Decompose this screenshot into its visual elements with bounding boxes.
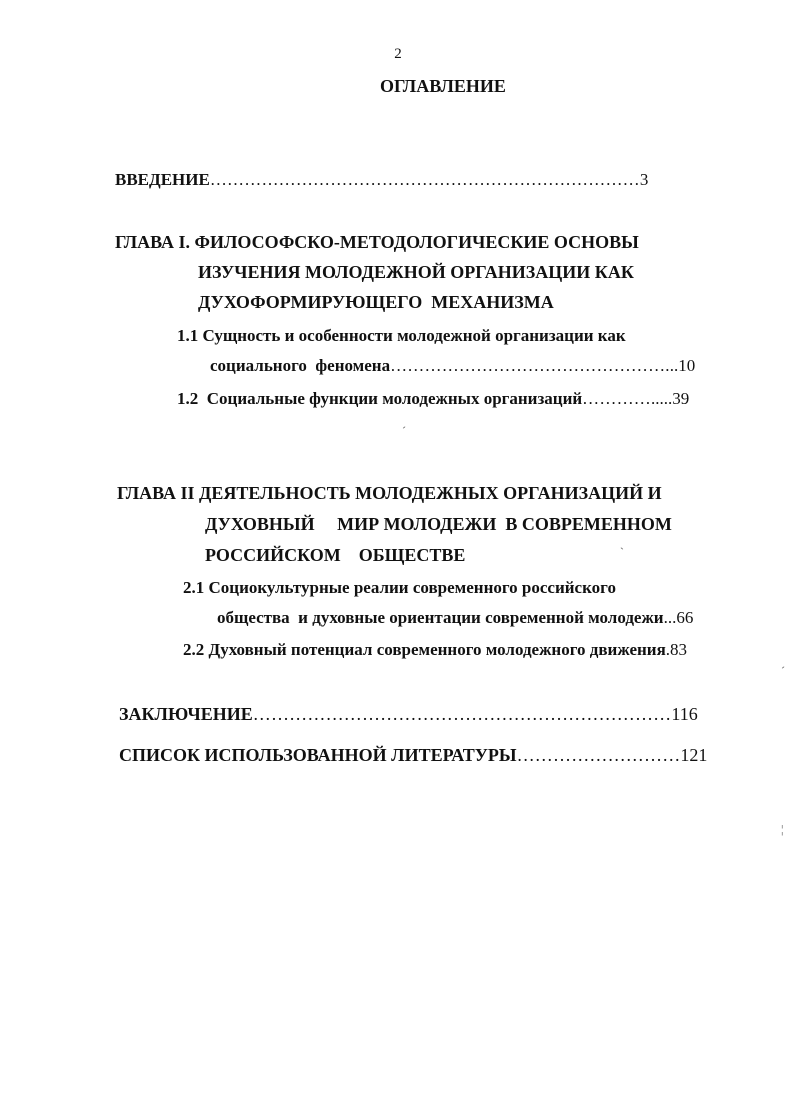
chapter2-heading-line3: РОССИЙСКОМ ОБЩЕСТВЕ (205, 545, 466, 565)
toc-page-number: 116 (671, 704, 698, 724)
toc-page-number: .....39 (650, 389, 690, 408)
page-number: 2 (394, 46, 402, 62)
section-1-1-line2: социального феномена (210, 356, 391, 375)
toc-entry-section-2-1 (217, 608, 693, 628)
section-2-2-label: 2.2 Духовный потенциал современного молодежного движения (183, 640, 666, 659)
toc-leader-dots: ………………………………………………………………… (209, 170, 640, 189)
toc-leader-dots: …………………………………………. (390, 356, 670, 375)
toc-entry-bibliography (119, 745, 707, 765)
toc-label: СПИСОК ИСПОЛЬЗОВАННОЙ ЛИТЕРАТУРЫ (119, 745, 517, 765)
section-2-1-line1: 2.1 Социокультурные реалии современного российского (183, 578, 616, 597)
toc-entry-section-2-2 (183, 640, 687, 660)
toc-page-number: 121 (680, 745, 708, 765)
section-2-1-line2: общества и духовные ориентации современной молодежи (217, 608, 664, 627)
chapter1-heading-line2: ИЗУЧЕНИЯ МОЛОДЕЖНОЙ ОРГАНИЗАЦИИ КАК (198, 262, 634, 282)
toc-label: ЗАКЛЮЧЕНИЕ (119, 704, 253, 724)
scan-speck: ´ (402, 424, 406, 438)
toc-entry-introduction (115, 170, 648, 190)
scan-speck: ` (620, 545, 624, 559)
toc-leader-dots: ……………………… (516, 745, 681, 765)
chapter2-heading-line1: ГЛАВА II ДЕЯТЕЛЬНОСТЬ МОЛОДЕЖНЫХ ОРГАНИЗАЦИЙ И (117, 483, 662, 503)
chapter1-heading-line1: ГЛАВА I. ФИЛОСОФСКО-МЕТОДОЛОГИЧЕСКИЕ ОСНОВЫ (115, 232, 639, 252)
toc-entry-section-1-1 (210, 356, 695, 376)
section-1-1-line1: 1.1 Сущность и особенности молодежной организации как (177, 326, 626, 345)
toc-label: ВВЕДЕНИЕ (115, 170, 210, 189)
toc-leader-dots: ………… (582, 389, 651, 408)
chapter1-heading-line3: ДУХОФОРМИРУЮЩЕГО МЕХАНИЗМА (198, 292, 554, 312)
toc-leader-dots: …………………………………………………………… (252, 704, 672, 724)
toc-page-number: ...66 (663, 608, 694, 627)
page-title: ОГЛАВЛЕНИЕ (380, 76, 506, 96)
scan-speck: ´ (781, 664, 785, 678)
toc-page-number: .83 (665, 640, 688, 659)
section-1-2-label: 1.2 Социальные функции молодежных организаций (177, 389, 583, 408)
scan-speck: ¦ (781, 822, 784, 836)
toc-page-number: ..10 (669, 356, 696, 375)
toc-entry-section-1-2 (177, 389, 689, 409)
toc-entry-conclusion (119, 704, 698, 724)
chapter2-heading-line2: ДУХОВНЫЙ МИР МОЛОДЕЖИ В СОВРЕМЕННОМ (205, 514, 672, 534)
toc-page-number: 3 (639, 170, 649, 189)
